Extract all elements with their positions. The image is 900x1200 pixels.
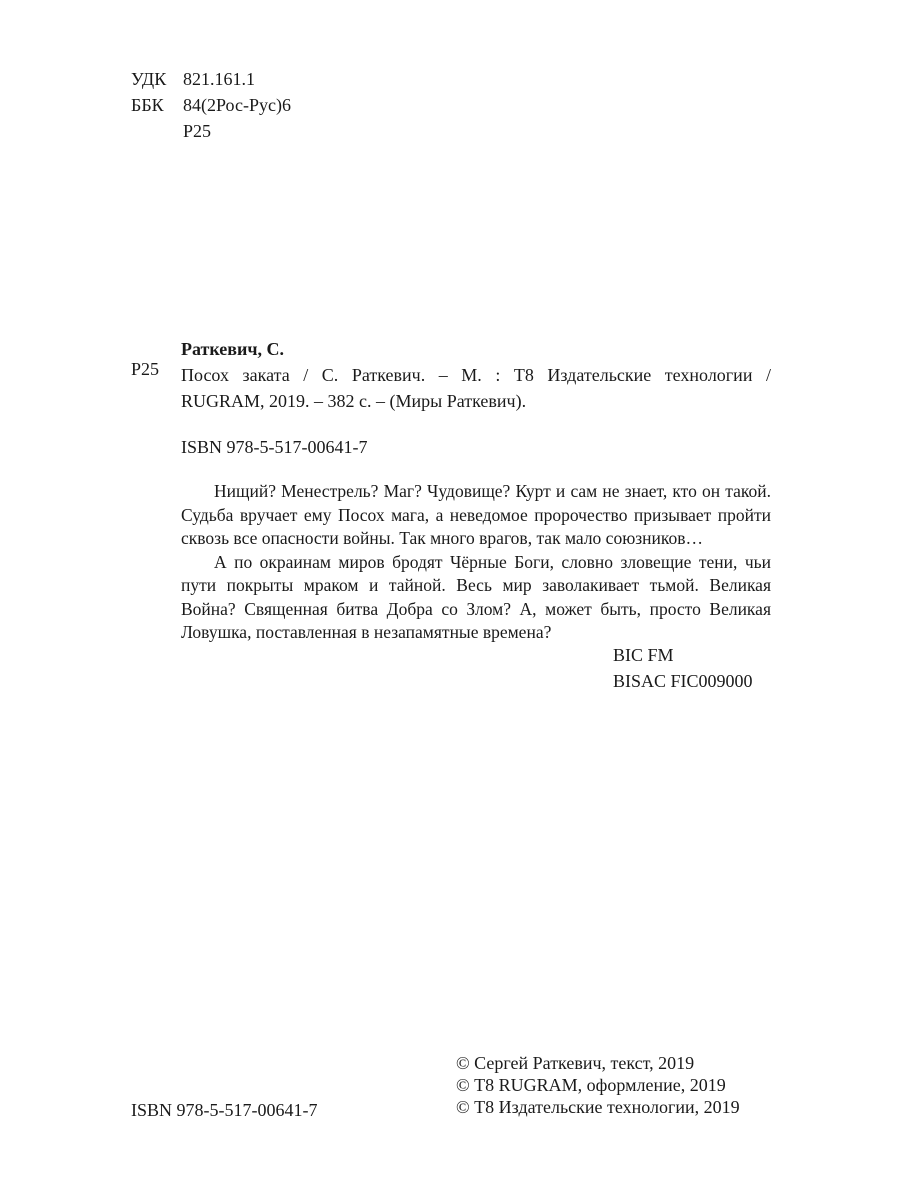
bbk-label: ББК [131, 95, 164, 115]
catalog-code: Р25 [131, 359, 160, 379]
bic-code: BIC FM [613, 645, 674, 665]
annotation-paragraph-1: Нищий? Менестрель? Маг? Чудовище? Курт и сам не знает, кто он такой. Судьба вручает ему Посох мага, а неведомое пророчество призывает пройти сквозь все опасности войны. Так много врагов, так мало союзников… [181, 481, 771, 548]
bbk-row [131, 92, 291, 118]
udk-label: УДК [131, 69, 167, 89]
catalog-description-line1: Посох заката / С. Раткевич. – М. : Т8 Издательские технологии / [181, 365, 771, 385]
catalog-description-line2: RUGRAM, 2019. – 382 с. – (Миры Раткевич). [181, 391, 527, 411]
bbk-value: 84(2Рос-Рус)6 [183, 95, 291, 115]
catalog-author: Раткевич, С. [181, 339, 285, 359]
bic-bisac-codes [613, 642, 753, 694]
footer-isbn: ISBN 978-5-517-00641-7 [131, 1100, 318, 1120]
author-mark: Р25 [183, 121, 212, 141]
catalog-card [181, 336, 771, 645]
annotation-paragraph-2: А по окраинам миров бродят Чёрные Боги, словно зловещие тени, чьи пути покрыты мраком и тайной. Весь мир заволакивает тьмой. Великая Война? Священная битва Добра со Злом? А, может быть, просто Великая Ловушка, поставленная в незапамятные времена? [181, 551, 771, 642]
bisac-code: BISAC FIC009000 [613, 671, 753, 691]
classification-codes [131, 66, 291, 144]
author-mark-row [131, 118, 291, 144]
catalog-isbn: ISBN 978-5-517-00641-7 [181, 437, 368, 457]
copyright-text: © Сергей Раткевич, текст, 2019 [456, 1053, 695, 1073]
copyright-publisher: © Т8 Издательские технологии, 2019 [456, 1097, 740, 1117]
copyright-block [456, 1052, 740, 1118]
copyright-design: © Т8 RUGRAM, оформление, 2019 [456, 1075, 726, 1095]
annotation [181, 480, 771, 645]
udk-row [131, 66, 291, 92]
udk-value: 821.161.1 [183, 69, 255, 89]
